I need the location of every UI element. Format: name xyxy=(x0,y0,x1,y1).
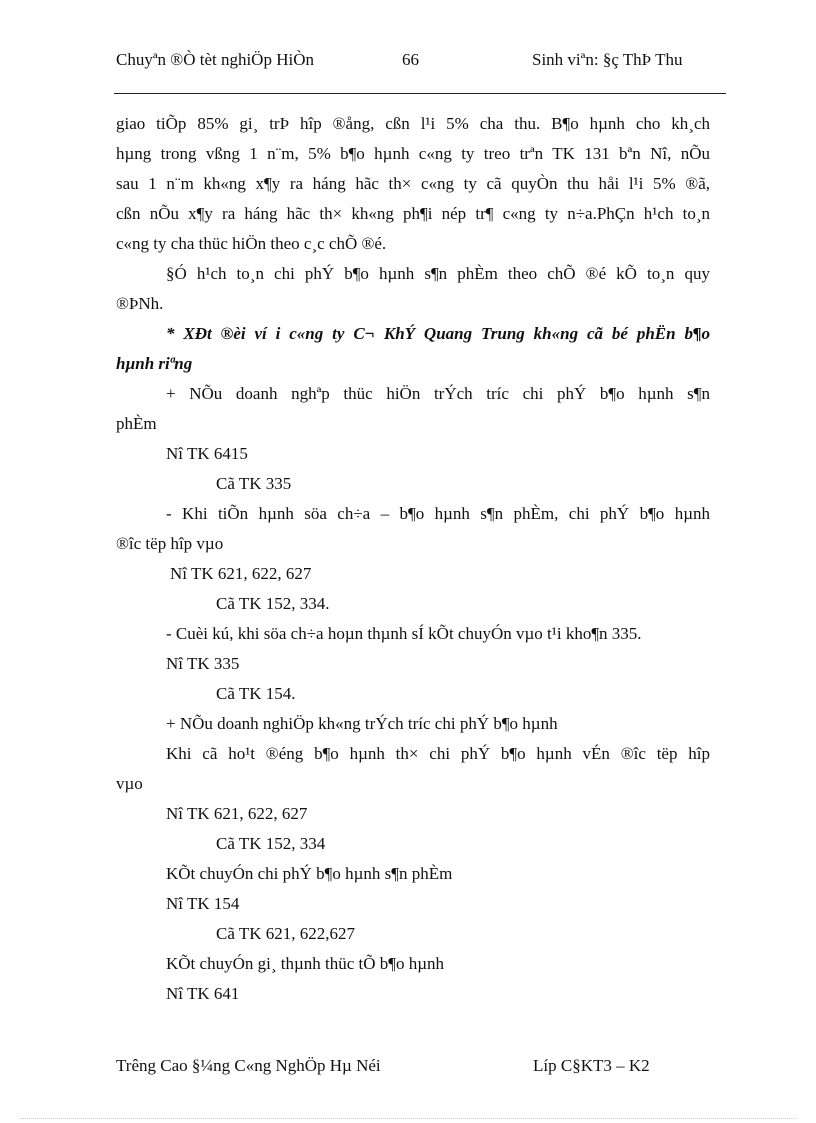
page-bottom-divider xyxy=(20,1118,796,1119)
journal-debit: Nî TK 621, 622, 627 xyxy=(166,804,308,823)
section-heading: * XÐt ®èi ví i c«ng ty C¬ KhÝ Quang Trung kh«ng cã bé phËn b¶o xyxy=(166,324,710,343)
header-page-number: 66 xyxy=(402,50,419,69)
footer-class-code: Líp C§KT3 – K2 xyxy=(533,1056,650,1075)
paragraph-line: giao tiÕp 85% gi¸ trÞ hîp ®ång, cßn l¹i 5% cha thu. B¶o hµnh cho kh¸ch xyxy=(116,114,710,133)
header-student-name: Sinh viªn: §ç ThÞ Thu xyxy=(532,50,683,69)
paragraph-line: ®ÞNh. xyxy=(116,294,164,313)
paragraph-line: §Ó h¹ch to¸n chi phÝ b¶o hµnh s¶n phÈm theo chÕ ®é kÕ to¸n quy xyxy=(166,264,710,283)
paragraph-line: + NÕu doanh nghiÖp kh«ng trÝch tríc chi phÝ b¶o hµnh xyxy=(166,714,558,733)
header-document-title: Chuyªn ®Ò tèt nghiÖp HiÒn xyxy=(116,50,314,69)
paragraph-line: c«ng ty cha thüc hiÖn theo c¸c chÕ ®é. xyxy=(116,234,387,253)
paragraph-line: phÈm xyxy=(116,414,157,433)
paragraph-line: hµng trong vßng 1 n¨m, 5% b¶o hµnh c«ng ty treo trªn TK 131 bªn Nî, nÕu xyxy=(116,144,710,163)
journal-debit: Nî TK 621, 622, 627 xyxy=(170,564,312,583)
section-heading: hµnh riªng xyxy=(116,354,193,373)
paragraph-line: cßn nÕu x¶y ra háng hãc th× kh«ng ph¶i nép tr¶ c«ng ty n÷a.PhÇn h¹ch to¸n xyxy=(116,204,710,223)
journal-credit: Cã TK 152, 334. xyxy=(216,594,330,613)
paragraph-line: sau 1 n¨m kh«ng x¶y ra háng hãc th× c«ng ty cã quyÒn thu håi l¹i 5% ®ã, xyxy=(116,174,710,193)
paragraph-line: - Cuèi kú, khi söa ch÷a hoµn thµnh sÍ kÕt chuyÓn vµo t¹i kho¶n 335. xyxy=(166,624,642,643)
journal-debit: Nî TK 154 xyxy=(166,894,240,913)
journal-debit: Nî TK 6415 xyxy=(166,444,248,463)
journal-credit: Cã TK 154. xyxy=(216,684,296,703)
paragraph-line: - Khi tiÕn hµnh söa ch÷a – b¶o hµnh s¶n phÈm, chi phÝ b¶o hµnh xyxy=(166,504,710,523)
journal-debit: Nî TK 641 xyxy=(166,984,240,1003)
journal-credit: Cã TK 621, 622,627 xyxy=(216,924,355,943)
footer-school-name: Trêng Cao §¼ng C«ng NghÖp Hµ Néi xyxy=(116,1056,381,1075)
paragraph-line: + NÕu doanh nghªp thüc hiÖn trÝch tríc chi phÝ b¶o hµnh s¶n xyxy=(166,384,710,403)
header-divider xyxy=(114,93,726,94)
paragraph-line: vµo xyxy=(116,774,143,793)
paragraph-line: KÕt chuyÓn gi¸ thµnh thüc tÕ b¶o hµnh xyxy=(166,954,445,973)
journal-credit: Cã TK 152, 334 xyxy=(216,834,326,853)
journal-debit: Nî TK 335 xyxy=(166,654,240,673)
paragraph-line: Khi cã ho¹t ®éng b¶o hµnh th× chi phÝ b¶o hµnh vÉn ®îc tëp hîp xyxy=(166,744,710,763)
journal-credit: Cã TK 335 xyxy=(216,474,292,493)
paragraph-line: KÕt chuyÓn chi phÝ b¶o hµnh s¶n phÈm xyxy=(166,864,453,883)
paragraph-line: ®îc tëp hîp vµo xyxy=(116,534,224,553)
